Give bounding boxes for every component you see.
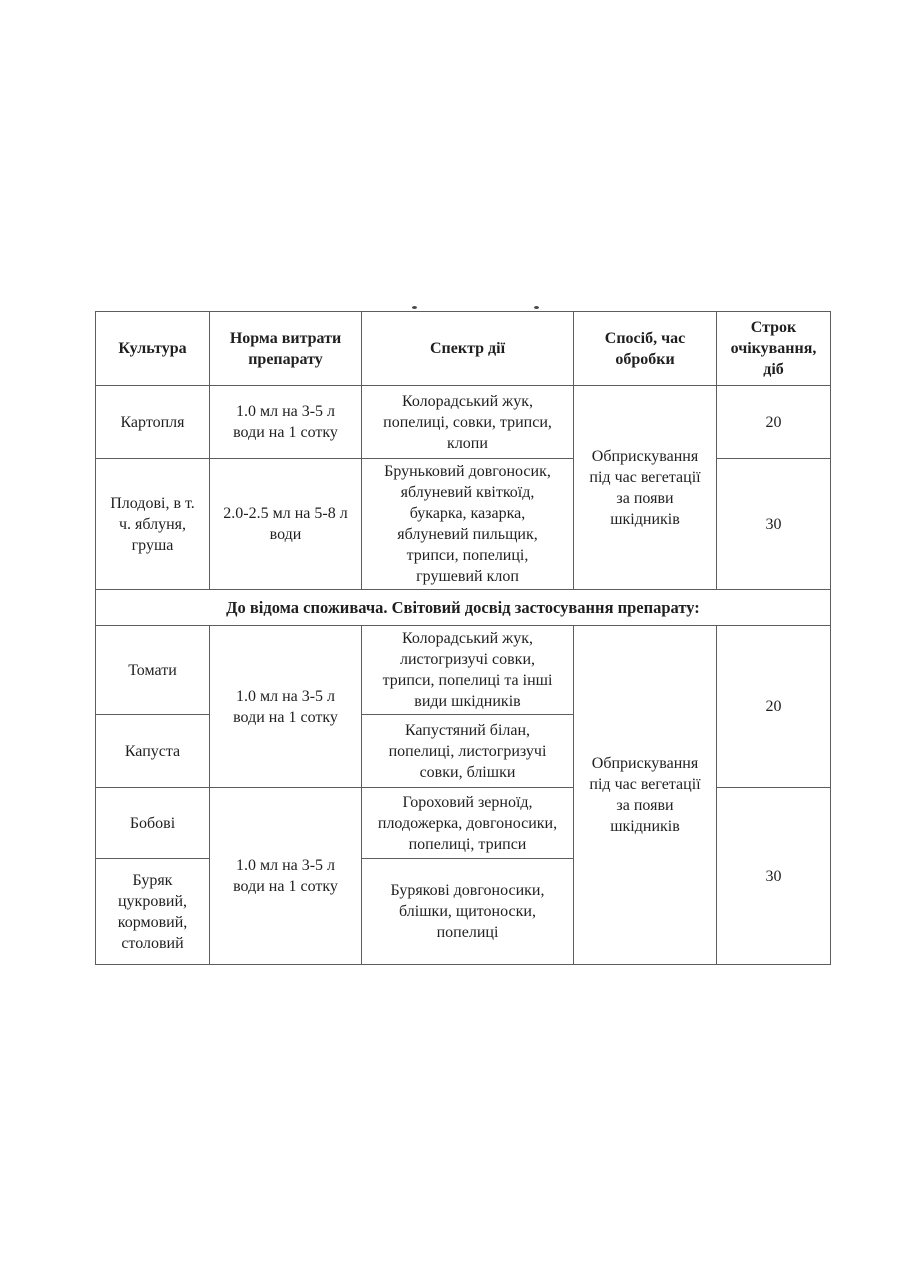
rate-potato: 1.0 мл на 3-5 л води на 1 сотку xyxy=(210,386,362,459)
table-row-beans xyxy=(96,788,831,859)
spectrum-beans: Гороховий зерноїд, плодожерка, довгоносики, попелиці, трипси xyxy=(362,788,574,859)
consumer-note: До відома споживача. Світовий досвід застосування препарату: xyxy=(96,590,831,626)
cropped-text-artifact xyxy=(412,306,417,309)
rate-beans-beet: 1.0 мл на 3-5 л води на 1 сотку xyxy=(210,788,362,965)
spectrum-beet: Бурякові довгоносики, блішки, щитоноски, попелиці xyxy=(362,859,574,965)
culture-fruit-trees: Плодові, в т. ч. яблуня, груша xyxy=(96,459,210,590)
spectrum-fruit-trees: Бруньковий довгоносик, яблуневий квіткоїд, букарка, казарка, яблуневий пильщик, трипси, попелиці, грушевий клоп xyxy=(362,459,574,590)
table-row-fruit-trees xyxy=(96,459,831,590)
spectrum-tomato: Колорадський жук, листогризучі совки, трипси, попелиці та інші види шкідників xyxy=(362,626,574,715)
rate-fruit-trees: 2.0-2.5 мл на 5-8 л води xyxy=(210,459,362,590)
header-method: Спосіб, час обробки xyxy=(574,312,717,386)
rate-tomato-cabbage: 1.0 мл на 3-5 л води на 1 сотку xyxy=(210,626,362,788)
culture-beans: Бобові xyxy=(96,788,210,859)
table-header-row xyxy=(96,312,831,386)
consumer-note-row xyxy=(96,590,831,626)
culture-potato: Картопля xyxy=(96,386,210,459)
pesticide-application-table xyxy=(95,311,831,965)
waiting-beans-beet: 30 xyxy=(717,788,831,965)
waiting-tomato-cabbage: 20 xyxy=(717,626,831,788)
spectrum-cabbage: Капустяний білан, попелиці, листогризучі совки, блішки xyxy=(362,715,574,788)
method-section2: Обприскування під час вегетації за появи шкідників xyxy=(574,626,717,965)
culture-tomato: Томати xyxy=(96,626,210,715)
waiting-fruit-trees: 30 xyxy=(717,459,831,590)
table-row-potato xyxy=(96,386,831,459)
culture-cabbage: Капуста xyxy=(96,715,210,788)
method-section1: Обприскування під час вегетації за появи шкідників xyxy=(574,386,717,590)
culture-beet: Буряк цукровий, кормовий, столовий xyxy=(96,859,210,965)
header-culture: Культура xyxy=(96,312,210,386)
header-rate: Норма витрати препарату xyxy=(210,312,362,386)
header-waiting-period: Строк очікування, діб xyxy=(717,312,831,386)
table-row-tomato xyxy=(96,626,831,715)
cropped-text-artifact xyxy=(534,306,539,309)
header-spectrum: Спектр дії xyxy=(362,312,574,386)
spectrum-potato: Колорадський жук, попелиці, совки, трипси, клопи xyxy=(362,386,574,459)
waiting-potato: 20 xyxy=(717,386,831,459)
